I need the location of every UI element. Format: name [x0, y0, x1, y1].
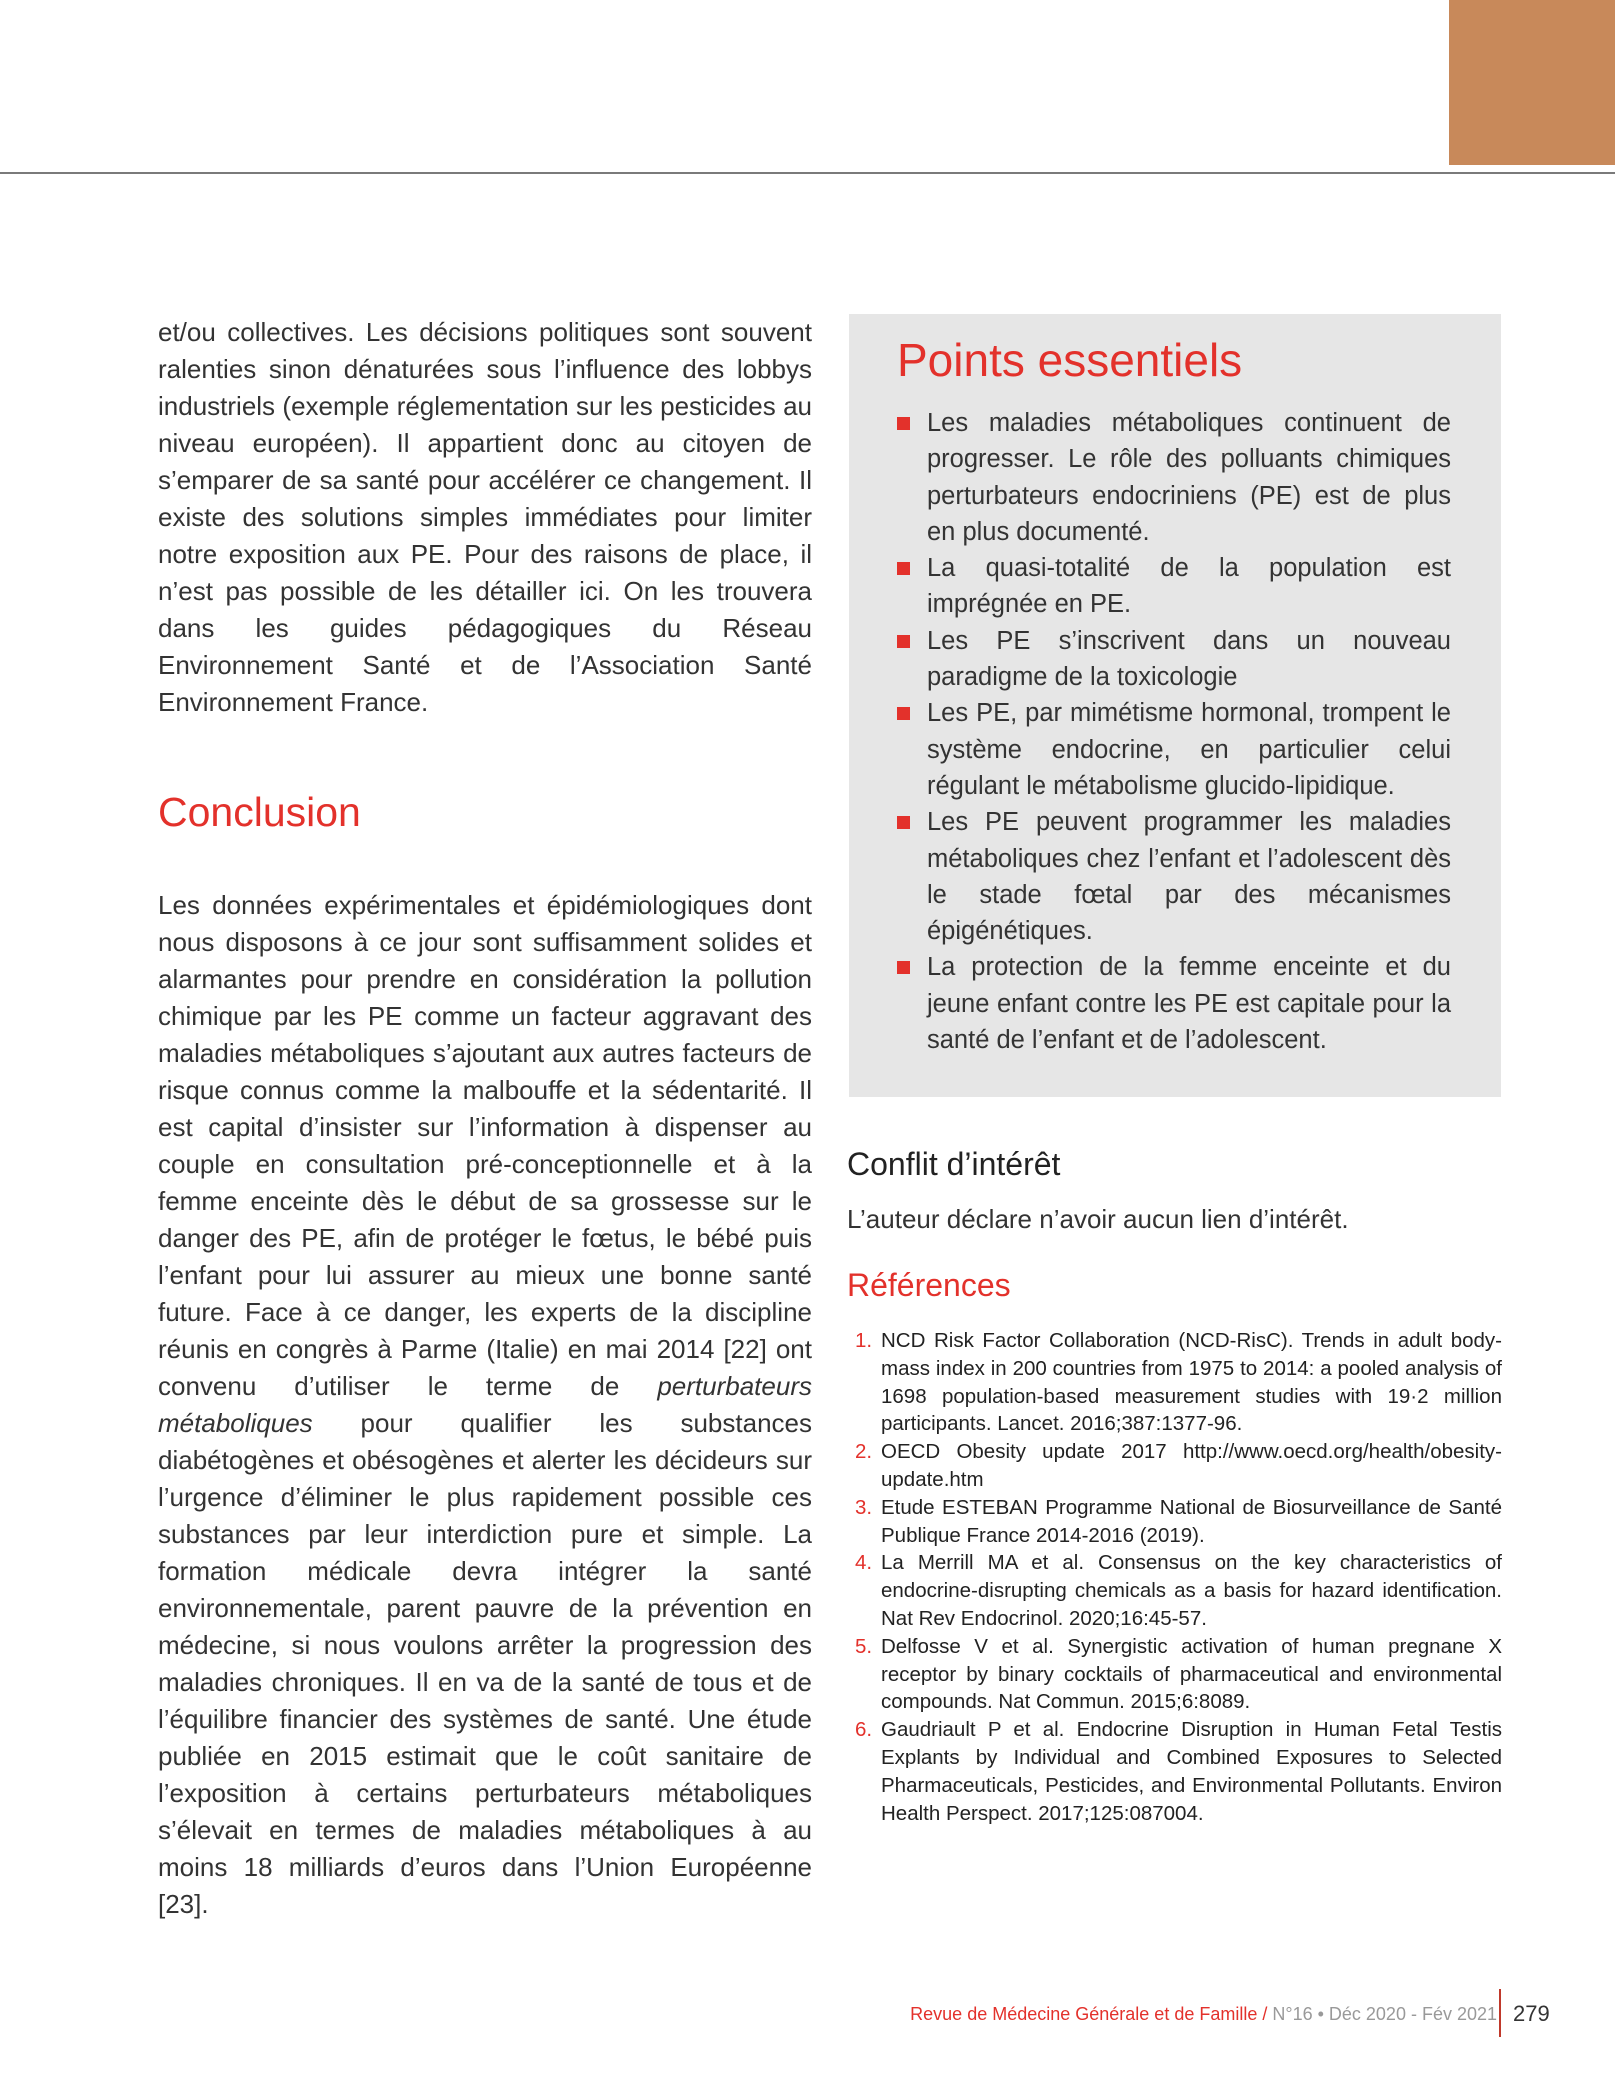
- square-bullet-icon: [897, 417, 910, 430]
- references-heading: Références: [847, 1267, 1011, 1303]
- reference-text: NCD Risk Factor Collaboration (NCD-RisC). Trends in adult body-mass index in 200 countries from 1975 to 2014: a pooled analysis of 1698 population-based measurement studies with 19·2 million participants. Lancet. 2016;387:1377-96.: [881, 1329, 1502, 1436]
- point-text: Les PE, par mimétisme hormonal, trompent le système endocrine, en particulier celui régulant le métabolisme glucido-lipidique.: [927, 699, 1451, 800]
- reference-list: [847, 1327, 1502, 1827]
- reference-item: [847, 1494, 1502, 1550]
- footer-divider: [1499, 1989, 1501, 2037]
- reference-item: [847, 1549, 1502, 1632]
- intro-paragraph: et/ou collectives. Les décisions politiques sont souvent ralenties sinon dénaturées sous l’influence des lobbys industriels (exemple réglementation sur les pesticides au niveau européen). Il appartient donc au citoyen de s’emparer de sa santé pour accélérer ce changement. Il existe des solutions simples immédiates pour limiter notre exposition aux PE. Pour des raisons de place, il n’est pas possible de les détailler ici. On les trouvera dans les guides pédagogiques du Réseau Environnement Santé et de l’Association Santé Environnement France.: [158, 317, 812, 717]
- point-item: [897, 405, 1451, 550]
- square-bullet-icon: [897, 961, 910, 974]
- conclusion-paragraph: [158, 887, 812, 1923]
- conclusion-heading: Conclusion: [158, 789, 361, 835]
- reference-number: 6.: [855, 1718, 873, 1742]
- point-item: [897, 623, 1451, 696]
- footer-journal-line: [910, 2004, 1497, 2025]
- square-bullet-icon: [897, 816, 910, 829]
- right-column: [847, 1142, 1502, 1827]
- reference-text: Gaudriault P et al. Endocrine Disruption in Human Fetal Testis Explants by Individual and Combined Exposures to Selected Pharmaceuticals, Pesticides, and Environmental Pollutants. Environ Health Perspect. 2017;125:087004.: [881, 1718, 1502, 1825]
- point-item: [897, 949, 1451, 1058]
- page-number: 279: [1513, 2001, 1550, 2026]
- corner-color-block: [1449, 0, 1615, 165]
- reference-item: [847, 1327, 1502, 1438]
- point-text: Les PE s’inscrivent dans un nouveau paradigme de la toxicologie: [927, 626, 1451, 692]
- conclusion-text-part1: Les données expérimentales et épidémiologiques dont nous disposons à ce jour sont suffisamment solides et alarmantes pour prendre en considération la pollution chimique par les PE comme un facteur aggravant des maladies métaboliques s’ajoutant aux autres facteurs de risque connus comme la malbouffe et la sédentarité. Il est capital d’insister sur l’information à dispenser au couple en consultation pré-conceptionnelle et à la femme enceinte dès le début de sa grossesse sur le danger des PE, afin de protéger le fœtus, le bébé puis l’enfant pour lui assurer au mieux une bonne santé future. Face à ce danger, les experts de la discipline réunis en congrès à Parme (Italie) en mai 2014 [22] ont convenu d’utiliser le terme de: [158, 890, 812, 1401]
- reference-text: OECD Obesity update 2017 http://www.oecd.org/health/obesity-update.htm: [881, 1440, 1502, 1491]
- conclusion-text-part2: pour qualifier les substances diabétogènes et obésogènes et alerter les décideurs sur l’urgence d’éliminer le plus rapidement possible ces substances par leur interdiction pure et simple. La formation médicale devra intégrer la santé environnementale, parent pauvre de la prévention en médecine, si nous voulons arrêter la progression des maladies chroniques. Il en va de la santé de tous et de l’équilibre financier des systèmes de santé. Une étude publiée en 2015 estimait que le coût sanitaire de l’exposition à certains perturbateurs métaboliques s’élevait en termes de maladies métaboliques à au moins 18 milliards d’euros dans l’Union Européenne [23].: [158, 1408, 812, 1919]
- reference-number: 5.: [855, 1634, 873, 1658]
- point-text: Les PE peuvent programmer les maladies métaboliques chez l’enfant et l’adolescent dès le stade fœtal par des mécanismes épigénétiques.: [927, 808, 1451, 946]
- issue-info: N°16 • Déc 2020 - Fév 2021: [1272, 2004, 1497, 2024]
- conflict-text: L’auteur déclare n’avoir aucun lien d’intérêt.: [847, 1204, 1349, 1234]
- point-text: Les maladies métaboliques continuent de progresser. Le rôle des polluants chimiques perturbateurs endocriniens (PE) est de plus en plus documenté.: [927, 409, 1451, 546]
- reference-text: Delfosse V et al. Synergistic activation of human pregnane X receptor by binary cocktails of pharmaceutical and environmental compounds. Nat Commun. 2015;6:8089.: [881, 1634, 1502, 1714]
- points-essentiels-box: [849, 314, 1501, 1097]
- point-item: [897, 695, 1451, 804]
- reference-number: 4.: [855, 1551, 873, 1575]
- points-title: Points essentiels: [897, 334, 1243, 386]
- point-item: [897, 550, 1451, 623]
- square-bullet-icon: [897, 707, 910, 720]
- conflict-heading: Conflit d’intérêt: [847, 1146, 1061, 1182]
- reference-number: 1.: [855, 1329, 873, 1352]
- reference-number: 2.: [855, 1440, 873, 1464]
- conclusion-italic-term: perturbateurs métaboliques: [158, 1371, 812, 1438]
- reference-item: [847, 1438, 1502, 1494]
- reference-text: La Merrill MA et al. Consensus on the key characteristics of endocrine-disrupting chemicals as a basis for hazard identification. Nat Rev Endocrinol. 2020;16:45-57.: [881, 1551, 1502, 1630]
- header-rule: [0, 172, 1615, 174]
- footer-slash: /: [1257, 2004, 1273, 2024]
- points-list: [897, 405, 1451, 1058]
- page-footer: [0, 1989, 1615, 2049]
- point-item: [897, 804, 1451, 949]
- square-bullet-icon: [897, 562, 910, 575]
- left-column: [158, 314, 812, 1923]
- journal-name: Revue de Médecine Générale et de Famille: [910, 2004, 1258, 2024]
- reference-item: [847, 1716, 1502, 1827]
- point-text: La quasi-totalité de la population est imprégnée en PE.: [927, 554, 1451, 619]
- reference-item: [847, 1633, 1502, 1716]
- reference-number: 3.: [855, 1495, 873, 1519]
- square-bullet-icon: [897, 635, 910, 648]
- reference-text: Etude ESTEBAN Programme National de Biosurveillance de Santé Publique France 2014-2016 (2019).: [881, 1495, 1502, 1547]
- point-text: La protection de la femme enceinte et du jeune enfant contre les PE est capitale pour la santé de l’enfant et de l’adolescent.: [927, 953, 1451, 1055]
